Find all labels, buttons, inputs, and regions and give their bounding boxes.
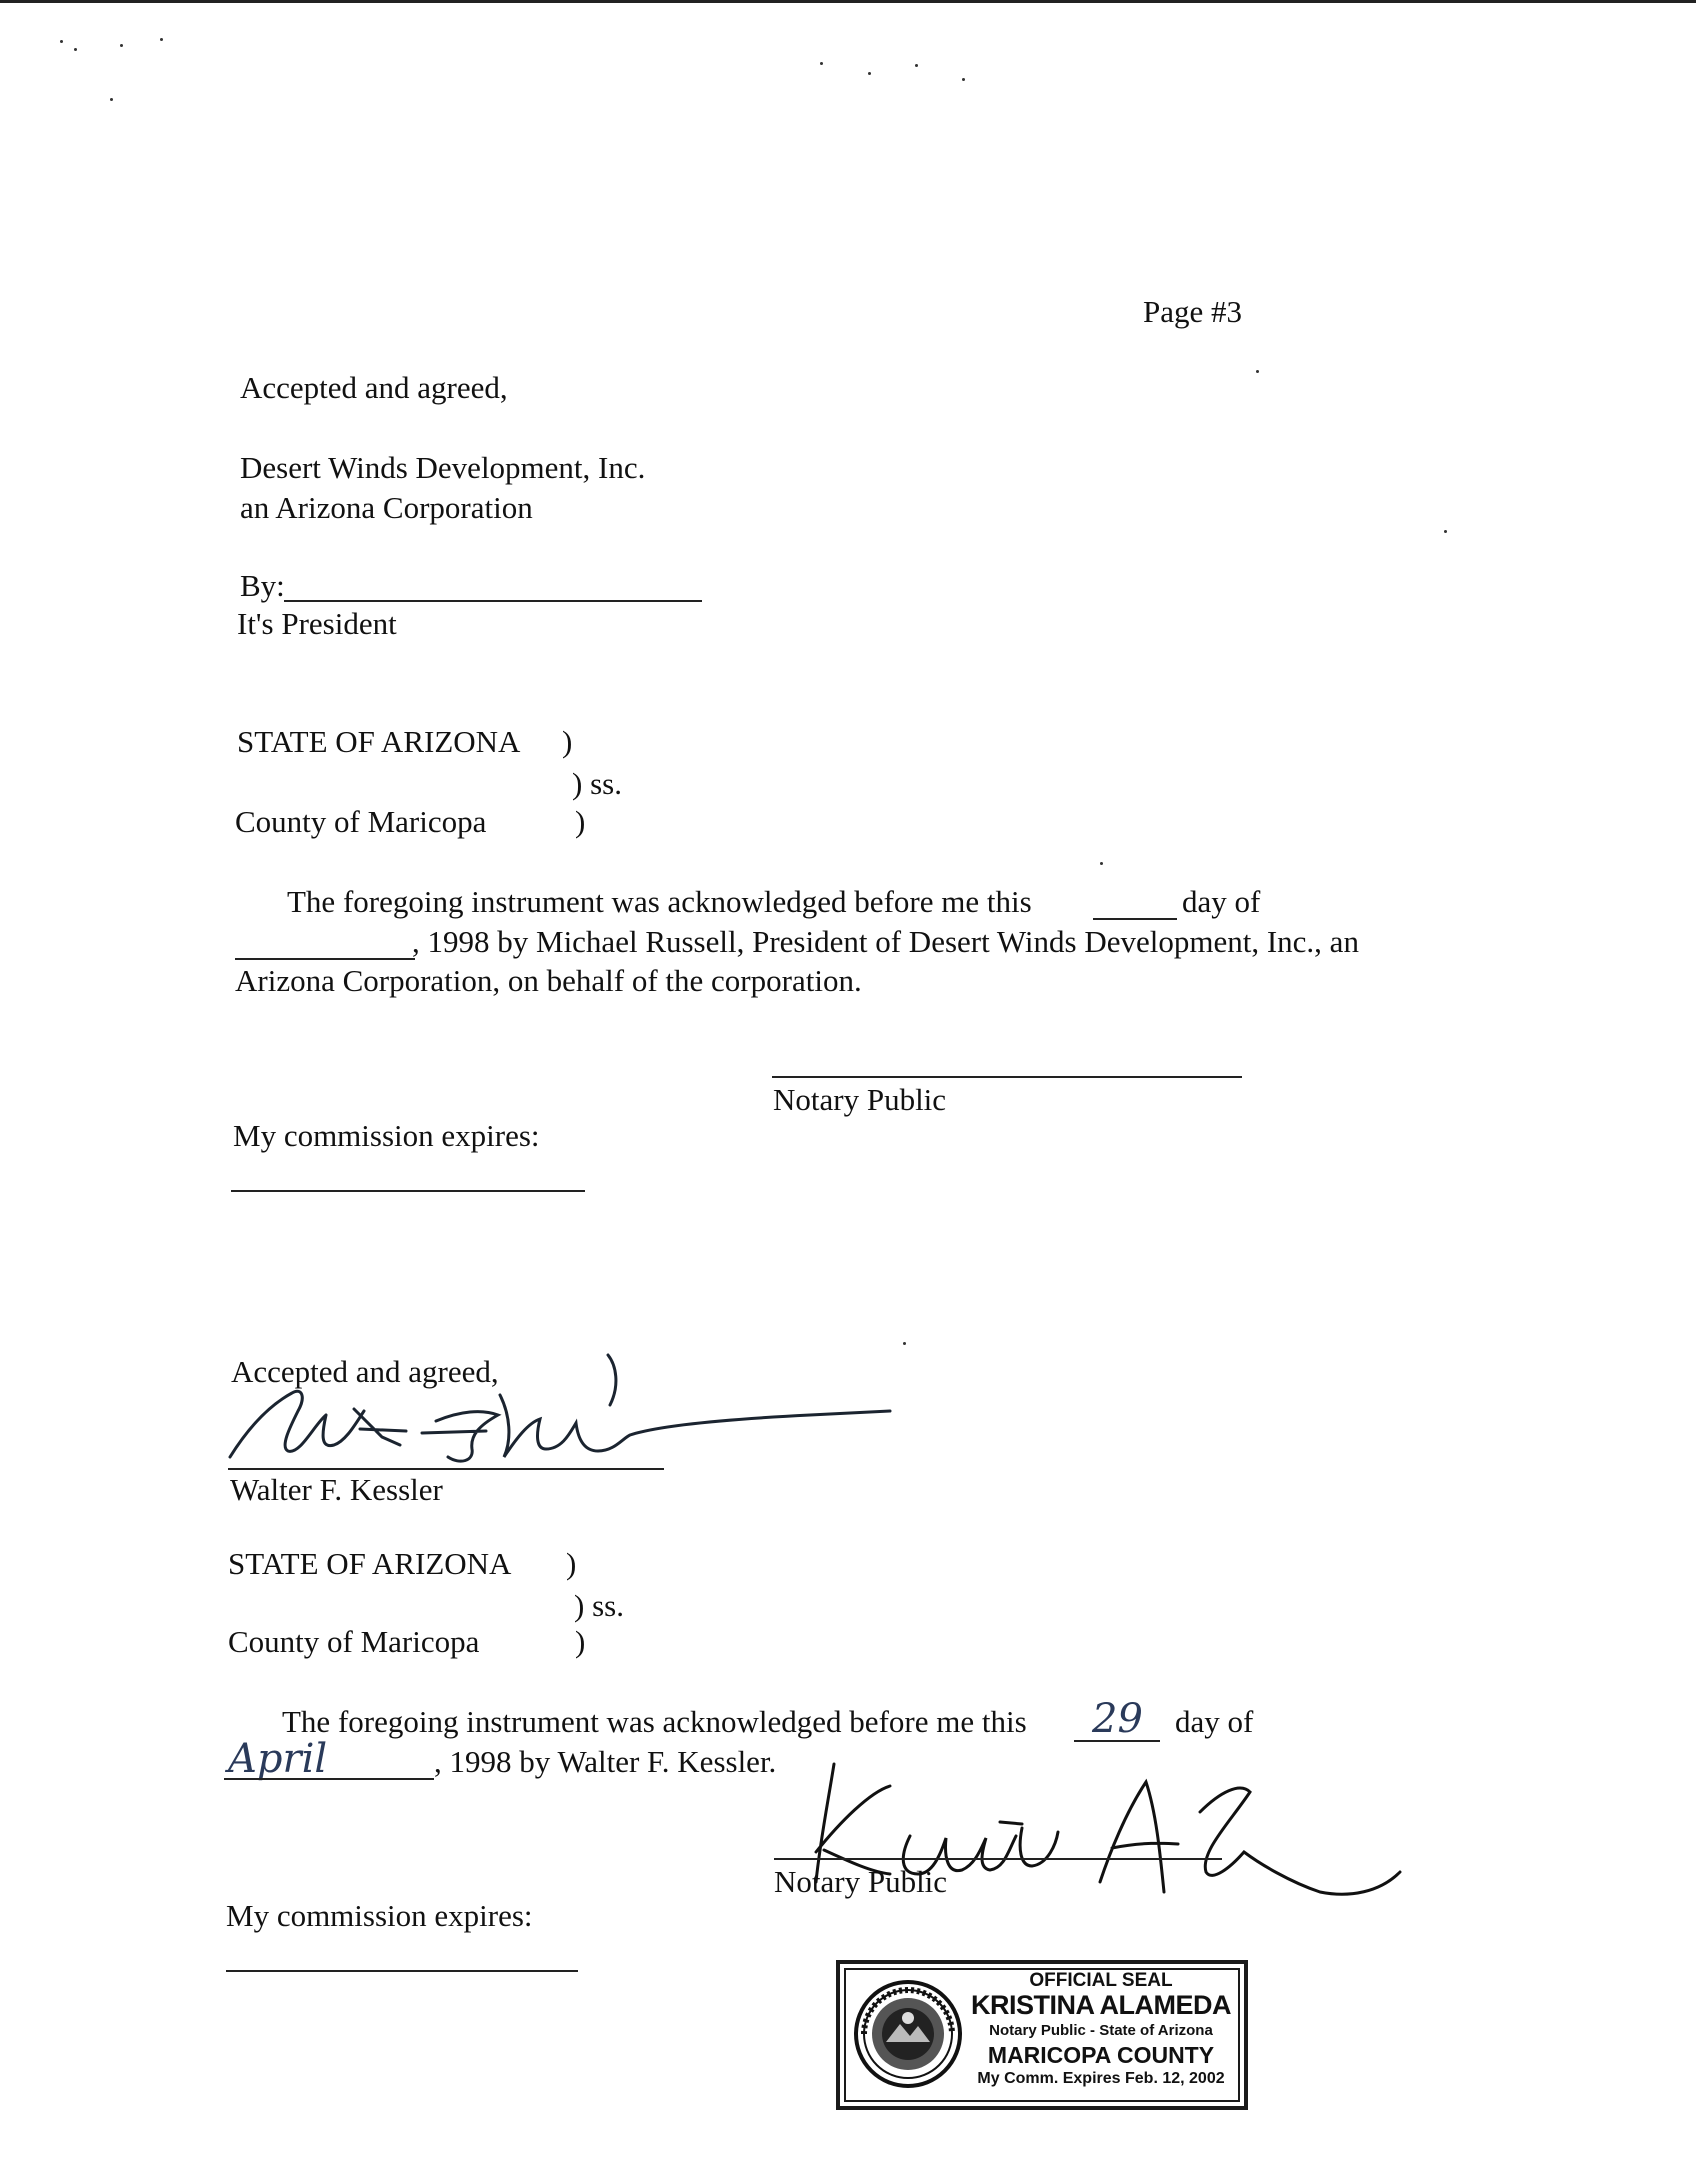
seal-notary-state: Notary Public - State of Arizona xyxy=(989,2022,1213,2039)
acknowledgment-line1a: The foregoing instrument was acknowledged before me this xyxy=(287,884,1032,919)
signature-line-by xyxy=(284,600,702,602)
commission-expires-label-2: My commission expires: xyxy=(226,1898,533,1933)
day-blank-1 xyxy=(1093,918,1177,920)
commission-date-line-1 xyxy=(231,1190,585,1192)
accepted-and-agreed-1: Accepted and agreed, xyxy=(240,370,508,405)
company-type: an Arizona Corporation xyxy=(240,490,533,525)
scan-speck xyxy=(915,64,918,67)
scan-speck xyxy=(903,1342,906,1345)
paren-2c: ) xyxy=(575,1624,586,1659)
paren-1a: ) xyxy=(562,724,573,759)
scan-speck xyxy=(1100,862,1103,865)
seal-notary-name: KRISTINA ALAMEDA xyxy=(971,1990,1231,2020)
scan-speck xyxy=(160,38,163,41)
seal-official-seal: OFFICIAL SEAL xyxy=(1029,1970,1173,1991)
acknowledgment2-line2: , 1998 by Walter F. Kessler. xyxy=(434,1744,777,1779)
state-label-1: STATE OF ARIZONA xyxy=(237,724,521,759)
county-label-2: County of Maricopa xyxy=(228,1624,480,1659)
walter-kessler-signature xyxy=(210,1345,900,1475)
scan-speck xyxy=(60,40,63,43)
signer-name-walter: Walter F. Kessler xyxy=(230,1472,443,1507)
scan-speck xyxy=(820,62,823,65)
month-blank-1 xyxy=(235,958,415,960)
scan-speck xyxy=(120,44,123,47)
seal-county: MARICOPA COUNTY xyxy=(987,2042,1215,2068)
acknowledgment2-line1a: The foregoing instrument was acknowledged before me this xyxy=(282,1704,1027,1739)
notary-public-label-1: Notary Public xyxy=(773,1082,947,1117)
acknowledgment2-line1b: day of xyxy=(1175,1704,1254,1739)
arizona-state-seal-icon xyxy=(852,1978,964,2090)
handwritten-day: 29 xyxy=(1092,1696,1143,1742)
commission-expires-label-1: My commission expires: xyxy=(233,1118,540,1153)
notary-signature-line-1 xyxy=(772,1076,1242,1078)
paren-2a: ) xyxy=(566,1546,577,1581)
signature-line-walter xyxy=(228,1468,664,1470)
accepted-and-agreed-2: Accepted and agreed, xyxy=(231,1354,499,1389)
ss-label-1: ) ss. xyxy=(572,766,622,801)
notary-signature-line-2 xyxy=(774,1858,1222,1860)
scan-speck xyxy=(868,72,871,75)
county-label-1: County of Maricopa xyxy=(235,804,487,839)
signer-title: It's President xyxy=(237,606,397,641)
scan-speck xyxy=(74,48,77,51)
acknowledgment-line2: , 1998 by Michael Russell, President of Desert Winds Development, Inc., an xyxy=(412,924,1359,959)
acknowledgment-line1b: day of xyxy=(1182,884,1261,919)
acknowledgment-line3: Arizona Corporation, on behalf of the corporation. xyxy=(235,963,862,998)
company-name: Desert Winds Development, Inc. xyxy=(240,450,646,485)
day-blank-2 xyxy=(1074,1740,1160,1742)
by-label: By: xyxy=(240,568,285,603)
official-notary-seal xyxy=(836,1960,1248,2110)
scan-speck xyxy=(962,78,965,81)
ss-label-2: ) ss. xyxy=(574,1588,624,1623)
scan-speck xyxy=(1256,370,1259,373)
notary-public-label-2: Notary Public xyxy=(774,1864,948,1899)
handwritten-month: April xyxy=(228,1736,328,1782)
month-blank-2 xyxy=(224,1778,434,1780)
page-number: Page #3 xyxy=(1143,294,1243,329)
paren-1c: ) xyxy=(575,804,586,839)
scan-speck xyxy=(1444,530,1447,533)
seal-expiration: My Comm. Expires Feb. 12, 2002 xyxy=(977,2070,1225,2087)
scan-speck xyxy=(110,98,113,101)
commission-date-line-2 xyxy=(226,1970,578,1972)
scan-top-edge xyxy=(0,0,1696,3)
state-label-2: STATE OF ARIZONA xyxy=(228,1546,512,1581)
